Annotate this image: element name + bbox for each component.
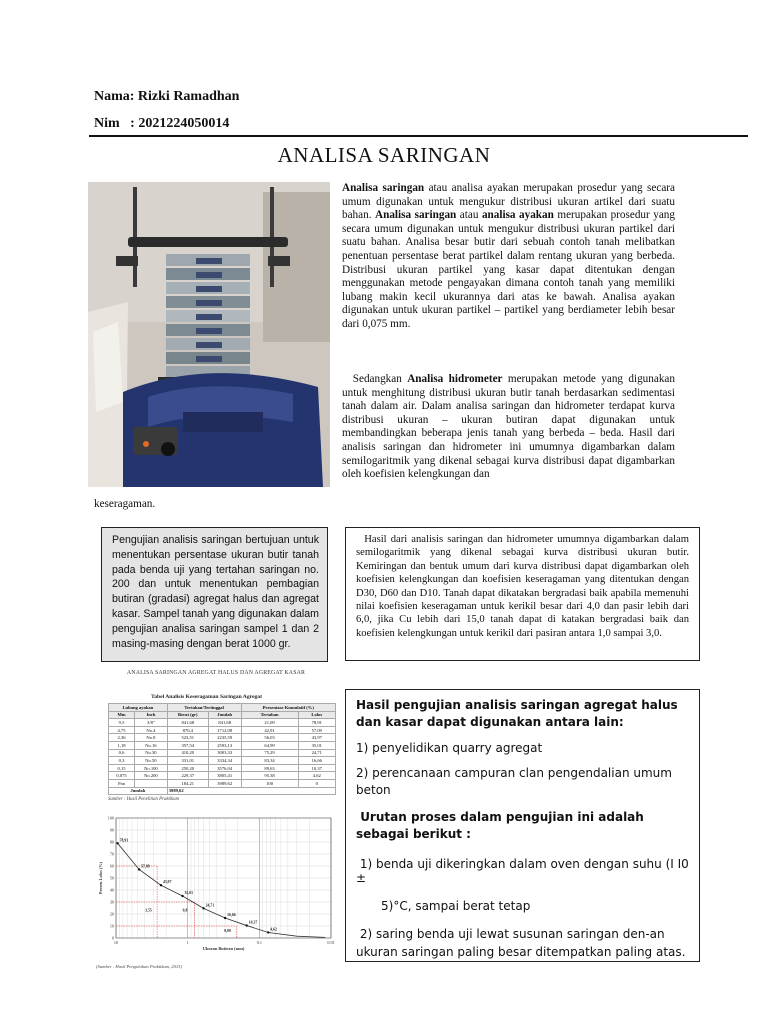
- marker-label: 3,55: [145, 908, 152, 913]
- table-cell: 357,54: [167, 741, 208, 749]
- y-tick-label: 0: [111, 935, 114, 941]
- term-analisa-hidrometer: Analisa hidrometer: [407, 373, 503, 385]
- table-cell: 841,68: [167, 719, 208, 727]
- table-total-row: [109, 787, 336, 795]
- table-cell: 1712,08: [208, 726, 241, 734]
- table-row: [109, 764, 336, 772]
- intro-text: atau analisa ayakan merupakan prosedur yang secara umum digunakan untuk mengukur distribusi ukuran artikel dari suatu bahan.: [342, 182, 675, 222]
- x-tick-label: 0.01: [327, 940, 335, 945]
- distribution-curve: [118, 843, 326, 937]
- result-box: [345, 527, 700, 661]
- sieve-shaker-illustration: [88, 182, 330, 487]
- usage-item-2: 2) perencanaan campuran clan pengendalian umum beton: [356, 766, 672, 797]
- table-cell: 3003,33: [208, 749, 241, 757]
- col-header: Lubang ayakan: [109, 704, 168, 712]
- data-point: [181, 895, 183, 897]
- table-cell: 4,62: [298, 772, 335, 780]
- sub-header: Berat (gr): [167, 711, 208, 719]
- intro-paragraph-2: [342, 373, 675, 482]
- table-cell: 3805,41: [208, 772, 241, 780]
- table-cell: 35,01: [298, 741, 335, 749]
- point-label: 35,01: [184, 890, 194, 895]
- table-cell: 3334,34: [208, 757, 241, 765]
- table-cell: 95,38: [241, 772, 298, 780]
- x-axis-label: Ukuran Butiran (mm): [202, 946, 245, 951]
- point-label: 16,66: [227, 913, 236, 918]
- process-step-1b: 5)°C, sampai berat tetap: [381, 899, 531, 913]
- table-row: [109, 719, 336, 727]
- table-cell: 43,97: [298, 734, 335, 742]
- table-cell: No.200: [135, 772, 168, 780]
- term-analisa-saringan: Analisa saringan: [342, 182, 425, 194]
- table-cell: 9,5: [109, 719, 135, 727]
- table-cell: 42,91: [241, 726, 298, 734]
- table-row: [109, 749, 336, 757]
- table-row: [109, 741, 336, 749]
- data-point: [224, 917, 226, 919]
- sub-header: Lolos: [298, 711, 335, 719]
- table-cell: No.50: [135, 757, 168, 765]
- table-cell: 184,21: [167, 779, 208, 787]
- table-cell: 0,6: [109, 749, 135, 757]
- term-analisa-saringan-2: Analisa saringan: [375, 209, 457, 222]
- total-value: 3989,62: [167, 787, 335, 795]
- total-label: Jumlah: [109, 787, 168, 795]
- y-tick-label: 70: [109, 851, 114, 857]
- marker-label: 0,8: [182, 908, 188, 913]
- y-tick-label: 20: [109, 911, 114, 917]
- table-cell: 83,34: [241, 757, 298, 765]
- intro-text: merupakan prosedur yang secara umum digunakan untuk mengukur distribusi ukuran partikel dari suatu bahan. Analisa besar butir dari sebuah contoh tanah melibatkan penentuan persentase berat partikel dalam rentang ukuran yang berbeda. Distribusi ukuran partikel yang kasar dapat ditentukan dengan menggunakan metode pengayakan dimana contoh tanah yang memiliki lubang makin kecil ukurannya dari atas ke bawah. Analisa ayakan digunakan untuk ukuran partikel – partikel yang berdiameter lebih besar dari 0,075 mm.: [342, 209, 675, 330]
- table-cell: No.8: [135, 734, 168, 742]
- intro-text: atau: [456, 209, 482, 222]
- table-cell: 331,01: [167, 757, 208, 765]
- x-tick-label: 10: [113, 940, 119, 945]
- x-tick-label: 0.1: [256, 940, 262, 945]
- table-cell: 64,99: [241, 741, 298, 749]
- intro-tail: keseragaman.: [94, 498, 156, 510]
- sub-header: Tertahan: [241, 711, 298, 719]
- table-cell: 16,66: [298, 757, 335, 765]
- table-cell: 24,71: [298, 749, 335, 757]
- table-row: [109, 757, 336, 765]
- sieve-analysis-figure: [96, 670, 336, 970]
- table-cell: 56,03: [241, 734, 298, 742]
- table-cell: 0,15: [109, 764, 135, 772]
- table-cell: 250,20: [167, 764, 208, 772]
- point-label: 24,71: [205, 903, 215, 908]
- y-tick-label: 80: [109, 839, 114, 845]
- table-cell: 1,18: [109, 741, 135, 749]
- table-cell: 100: [241, 779, 298, 787]
- purpose-box: [101, 527, 328, 662]
- student-nim: Nim : 2021224050014: [94, 116, 230, 131]
- table-cell: 410,20: [167, 749, 208, 757]
- table-cell: 3576,04: [208, 764, 241, 772]
- table-cell: 841,68: [208, 719, 241, 727]
- table-row: [109, 726, 336, 734]
- table-cell: 870,4: [167, 726, 208, 734]
- sub-header: Jumlah: [208, 711, 241, 719]
- data-point: [246, 924, 248, 926]
- table-cell: 10,37: [298, 764, 335, 772]
- table-cell: No.100: [135, 764, 168, 772]
- data-point: [116, 842, 118, 844]
- table-cell: 3/8": [135, 719, 168, 727]
- y-tick-label: 30: [109, 899, 114, 905]
- table-cell: 89,63: [241, 764, 298, 772]
- data-point: [267, 931, 269, 933]
- marker-label: 0,09: [224, 929, 231, 933]
- table-cell: 0,075: [109, 772, 135, 780]
- page-title: ANALISA SARINGAN: [277, 143, 491, 167]
- table-cell: 3989,62: [208, 779, 241, 787]
- result-text: Hasil dari analisis saringan dan hidrometer umumnya digambarkan dalam semilogaritmik yang dikenal sebagai kurva distribusi ukuran butir. Kemiringan dan bentuk umum dari kurva distribusi dapat digambarkan oleh koefisien kelengkungan dan koefisien keseragaman yang ditentukan dengan D30, D60 dan D10. Tanah dapat dikatakan bergradasi baik apabila memenuhi nilai koefisien keseragaman untuk kerikil besar dari 4,0 dan pasir lebih dari 6,0, jika Cu lebih dari 15,0 tanah dapat di katakan bergradasi baik dan koefisien kelengkungan untuk kerikil dari pasiran antara 1,0 sampai 3,0.: [356, 534, 692, 639]
- grain-size-chart: [96, 812, 336, 964]
- point-label: 10,37: [248, 920, 258, 925]
- sieve-shaker-photo: [88, 182, 330, 487]
- figure-caption: ANALISA SARINGAN AGREGAT HALUS DAN AGREGAT KASAR: [126, 670, 306, 676]
- chart-source: (Sumber : Hasil Pengolahan Praktikum, 2015): [96, 964, 182, 969]
- y-axis-label: Persen Lolos (%): [98, 861, 103, 895]
- table-cell: 75,29: [241, 749, 298, 757]
- y-tick-label: 100: [107, 815, 114, 821]
- purpose-text: Pengujian analisis saringan bertujuan untuk menentukan persentase ukuran butir tanah pada benda uji yang tertahan saringan no. 200 dan untuk menentukan pembagian butiran (gradasi) agregat halus dan agregat kasar. Sampel tanah yang digunakan dalam pengujian analisa saringan sampel 1 dan 2 masing-masing dengan berat 1000 gr.: [112, 534, 319, 650]
- table-cell: 523,51: [167, 734, 208, 742]
- sieve-table: [108, 703, 336, 795]
- y-tick-label: 50: [109, 875, 114, 881]
- table-cell: 57,09: [298, 726, 335, 734]
- point-label: 57,09: [141, 864, 150, 869]
- table-row: [109, 779, 336, 787]
- usage-box: [345, 689, 700, 962]
- table-row: [109, 772, 336, 780]
- table-cell: 0,3: [109, 757, 135, 765]
- table-cell: No.30: [135, 749, 168, 757]
- data-point: [138, 868, 140, 870]
- table-title: Tabel Analisis Keseragaman Saringan Agregat: [151, 694, 262, 700]
- table-cell: 2,36: [109, 734, 135, 742]
- term-analisa-ayakan: analisa ayakan: [481, 209, 554, 222]
- y-tick-label: 40: [109, 887, 114, 893]
- table-cell: [135, 779, 168, 787]
- table-cell: 21,09: [241, 719, 298, 727]
- y-tick-label: 10: [109, 923, 114, 929]
- y-tick-label: 60: [109, 863, 114, 869]
- data-point: [202, 907, 204, 909]
- point-label: 78,91: [119, 838, 129, 843]
- table-cell: 0: [298, 779, 335, 787]
- process-step-1a: 1) benda uji dikeringkan dalam oven dengan suhu (I I0 ±: [356, 857, 693, 885]
- point-label: 4,62: [270, 927, 277, 932]
- sub-header: Inch: [135, 711, 168, 719]
- table-cell: 229,37: [167, 772, 208, 780]
- intro-paragraph-1: [342, 182, 675, 332]
- table-cell: No.4: [135, 726, 168, 734]
- table-row: [109, 734, 336, 742]
- table-cell: 4,75: [109, 726, 135, 734]
- table-cell: Pan: [109, 779, 135, 787]
- col-header: Tertahan/Tertinggal: [167, 704, 241, 712]
- col-header: Persentase Kumulatif (%): [241, 704, 335, 712]
- intro-text: merupakan metode yang digunakan untuk menghitung distribusi ukuran butir tanah berdasarkan sedimentasi tanah dalam air. Dalam analisa saringan dan hidrometer terdapat kurva distribusi ukuran – ukuran butiran dapat digunakan untuk membandingkan beberapa jenis tanah yang berbeda – beda. Hasil dari analisis saringan dan hidrometer ini umumnya digambarkan dalam semilogaritmik yang dikenal sebagai kurva distribusi dapat digambarkan oleh koefisien kelengkungan dan: [342, 373, 675, 481]
- table-cell: No.16: [135, 741, 168, 749]
- table-cell: 78,91: [298, 719, 335, 727]
- table-cell: 2235,59: [208, 734, 241, 742]
- intro-text: Sedangkan: [342, 373, 408, 385]
- usage-item-1: 1) penyelidikan quarry agregat: [356, 741, 543, 755]
- table-cell: 2593,13: [208, 741, 241, 749]
- header-divider: [89, 135, 748, 137]
- y-tick-label: 90: [109, 827, 114, 833]
- student-name: Nama: Rizki Ramadhan: [94, 89, 240, 104]
- process-heading: Urutan proses dalam pengujian ini adalah sebagai berikut :: [356, 810, 649, 841]
- point-label: 43,97: [162, 880, 172, 885]
- data-point: [160, 884, 162, 886]
- process-step-2: 2) saring benda uji lewat susunan saringan den-an ukuran saringan paling besar ditempatkan paling atas.: [356, 927, 686, 959]
- table-source: Sumber : Hasil Penelitian Praktikum: [108, 797, 180, 802]
- x-tick-label: 1: [186, 940, 189, 945]
- sub-header: Mm: [109, 711, 135, 719]
- usage-heading: Hasil pengujian analisis saringan agregat halus dan kasar dapat digunakan antara lain:: [356, 698, 678, 729]
